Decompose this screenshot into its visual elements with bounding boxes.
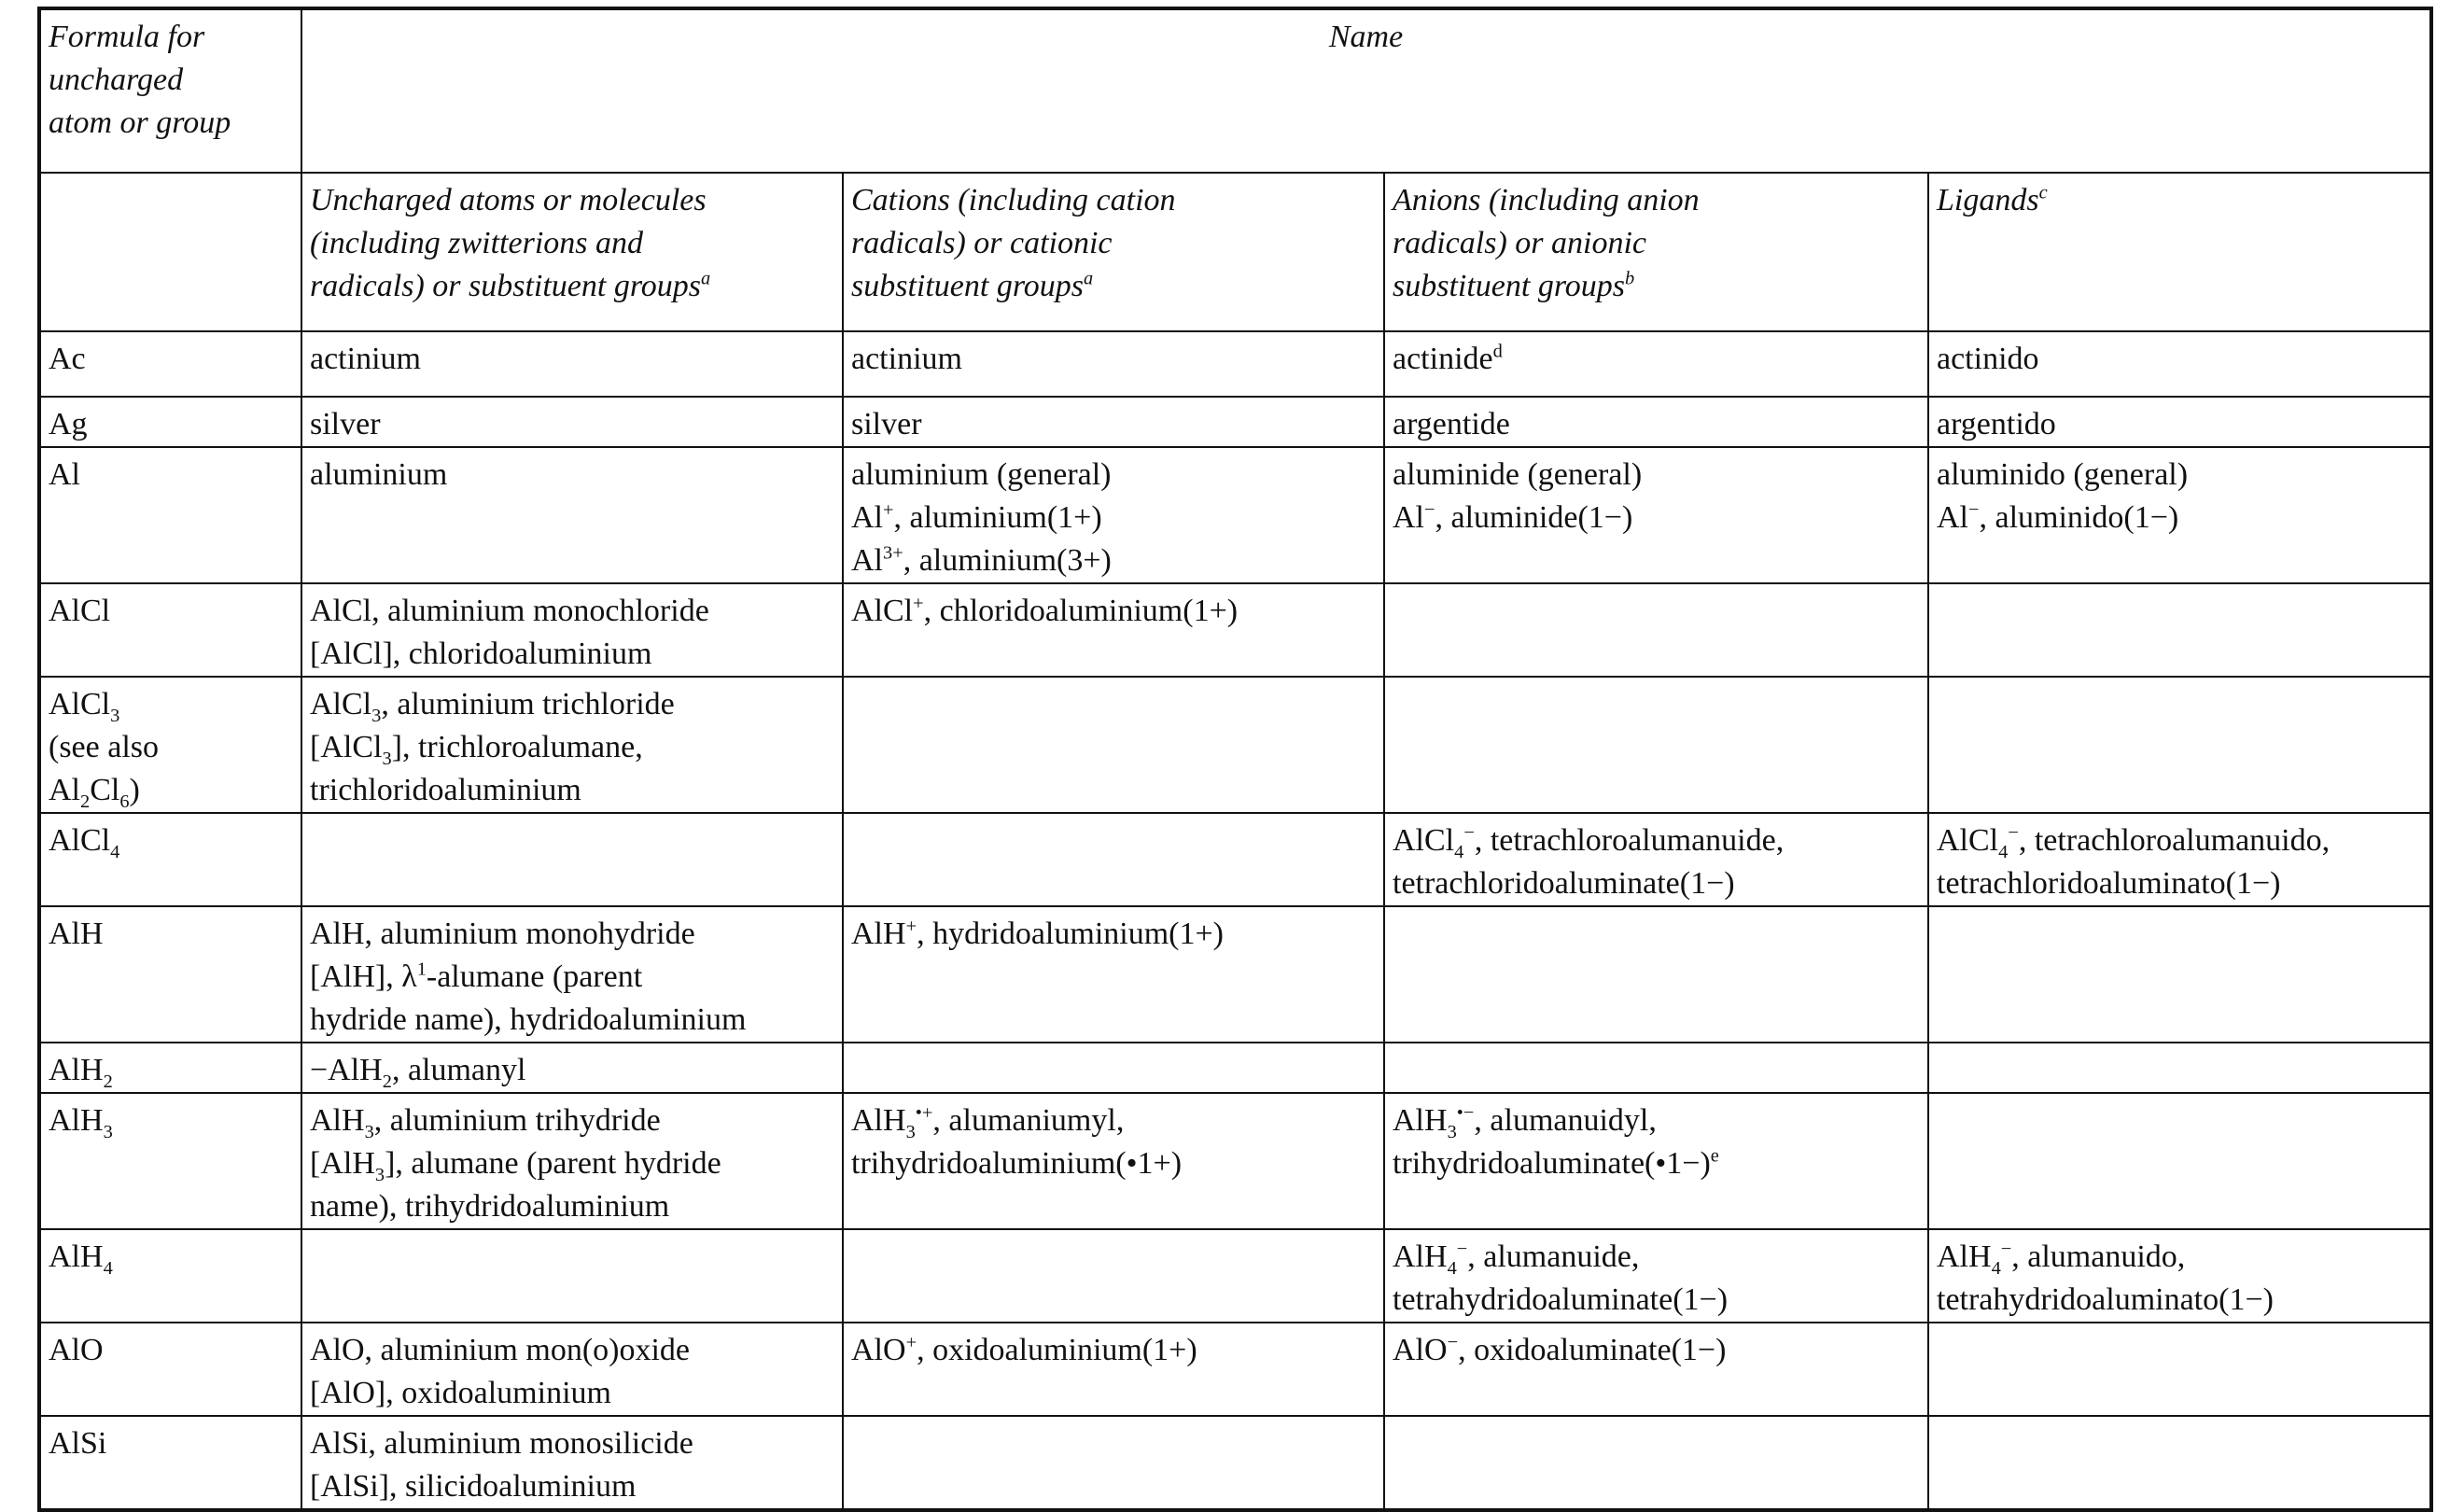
cell-line: hydride name), hydridoaluminium xyxy=(310,1002,747,1037)
uncharged-name-cell xyxy=(301,397,843,447)
cell-line: Uncharged atoms or molecules xyxy=(310,183,707,217)
superscript: 1 xyxy=(416,959,427,980)
cell-line: aluminide (general) xyxy=(1393,457,1643,492)
cell-line: aluminium xyxy=(310,457,448,492)
anion-name-cell xyxy=(1384,813,1928,906)
ligand-name-cell xyxy=(1928,583,2431,677)
formula-cell xyxy=(39,677,301,813)
cation-name-cell xyxy=(843,397,1384,447)
subscript: 3 xyxy=(382,748,392,769)
subscript: 3 xyxy=(1447,1121,1457,1142)
superscript: c xyxy=(2038,182,2048,203)
anion-name-cell xyxy=(1384,331,1928,397)
superscript: − xyxy=(1968,499,1980,521)
header-line: atom or group xyxy=(49,105,231,140)
table-row xyxy=(39,1323,2431,1416)
ligand-name-cell xyxy=(1928,1229,2431,1323)
cell-line: actinido xyxy=(1937,342,2039,376)
formula-cell xyxy=(39,906,301,1043)
cell-line: Anions (including anion xyxy=(1393,183,1700,217)
superscript: − xyxy=(2000,1239,2012,1260)
cell-line: tetrachloridoaluminato(1−) xyxy=(1937,866,2281,901)
anion-name-cell xyxy=(1384,677,1928,813)
superscript: b xyxy=(1625,268,1635,289)
cell-line: [AlCl], chloridoaluminium xyxy=(310,637,652,671)
name-column-header xyxy=(301,8,2431,173)
cell-line: AlCl, aluminium monochloride xyxy=(310,594,709,628)
subscript: 4 xyxy=(1447,1257,1457,1279)
uncharged-name-cell xyxy=(301,1323,843,1416)
superscript: d xyxy=(1492,341,1503,362)
uncharged-name-cell xyxy=(301,447,843,583)
cell-line: tetrahydridoaluminato(1−) xyxy=(1937,1282,2274,1317)
cell-line: Al−, aluminido(1−) xyxy=(1937,499,2179,535)
table-row xyxy=(39,1093,2431,1229)
subscript: 4 xyxy=(1454,841,1464,862)
superscript: •− xyxy=(1456,1102,1475,1124)
header-line: uncharged xyxy=(49,63,184,97)
cell-line: actinide$^d$ xyxy=(1393,341,1503,376)
cation-name-cell xyxy=(843,331,1384,397)
superscript: e xyxy=(1710,1145,1719,1167)
cell-line: [AlH], $\lambda^1$-alumane (parent xyxy=(310,959,643,994)
name-header-text: Name xyxy=(1328,20,1404,54)
table-row xyxy=(39,1043,2431,1093)
uncharged-column-header xyxy=(301,173,843,331)
cell-line: Ligands$^c$ xyxy=(1937,182,2048,217)
cell-line: trihydridoaluminium(•1+) xyxy=(851,1146,1183,1181)
header-row xyxy=(39,8,2431,173)
subscript: 4 xyxy=(103,1257,113,1279)
cation-name-cell xyxy=(843,677,1384,813)
uncharged-name-cell xyxy=(301,583,843,677)
subscript: 3 xyxy=(905,1121,916,1142)
formula-cell xyxy=(39,1229,301,1323)
anion-name-cell xyxy=(1384,1093,1928,1229)
cell-line: AlO+, oxidoaluminium(1+) xyxy=(851,1332,1197,1367)
formula-column-header xyxy=(39,8,301,173)
formula-cell xyxy=(39,1093,301,1229)
uncharged-name-cell xyxy=(301,813,843,906)
cell-line: AlCl$_4$−, tetrachloroalumanuide, xyxy=(1393,822,1785,862)
cell-line: aluminium (general) xyxy=(851,457,1112,492)
table-row xyxy=(39,813,2431,906)
table-body xyxy=(39,8,2431,1510)
cell-line: substituent groups$^a$ xyxy=(851,268,1094,303)
superscript: + xyxy=(905,1332,917,1353)
cell-line: Al xyxy=(49,457,80,492)
ligand-name-cell xyxy=(1928,397,2431,447)
cell-line: silver xyxy=(310,407,381,441)
cell-line: Ag xyxy=(49,407,88,441)
cell-line: AlH$_3$, aluminium trihydride xyxy=(310,1103,661,1142)
subheader-empty-cell xyxy=(39,173,301,331)
superscript: − xyxy=(1447,1332,1459,1353)
cations-column-header xyxy=(843,173,1384,331)
cell-line: AlCl$_3$ xyxy=(49,687,120,726)
ligand-name-cell xyxy=(1928,1093,2431,1229)
formula-cell xyxy=(39,1416,301,1510)
cell-line: actinium xyxy=(310,342,421,376)
superscript: − xyxy=(1456,1239,1468,1260)
cell-line: radicals) or substituent groups$^a$ xyxy=(310,268,711,303)
table-row xyxy=(39,331,2431,397)
uncharged-name-cell xyxy=(301,1043,843,1093)
superscript: − xyxy=(2008,822,2019,844)
ligand-name-cell xyxy=(1928,1323,2431,1416)
cell-line: argentide xyxy=(1393,407,1510,441)
table-row xyxy=(39,1229,2431,1323)
anion-name-cell xyxy=(1384,583,1928,677)
ligand-name-cell xyxy=(1928,906,2431,1043)
subscript: 3 xyxy=(371,705,382,726)
cell-line: substituent groups$^b$ xyxy=(1393,268,1635,303)
formula-cell xyxy=(39,1043,301,1093)
ligand-name-cell xyxy=(1928,813,2431,906)
superscript: + xyxy=(883,499,894,521)
formula-cell xyxy=(39,397,301,447)
cell-line: AlH$_4$−, alumanuide, xyxy=(1393,1239,1640,1279)
table-row xyxy=(39,583,2431,677)
subscript: 3 xyxy=(364,1121,374,1142)
uncharged-name-cell xyxy=(301,331,843,397)
anion-name-cell xyxy=(1384,1229,1928,1323)
subscript: 4 xyxy=(1991,1257,2001,1279)
cell-line: AlH, aluminium monohydride xyxy=(310,917,695,951)
cell-line: [AlCl$_3$], trichloroalumane, xyxy=(310,730,643,769)
cell-line: AlCl xyxy=(49,594,111,628)
cell-line: Al−, aluminide(1−) xyxy=(1393,499,1633,535)
cell-line: AlCl$_4$−, tetrachloroalumanuido, xyxy=(1937,822,2331,862)
anion-name-cell xyxy=(1384,1043,1928,1093)
cell-line: Al+, aluminium(1+) xyxy=(851,499,1102,535)
subscript: 3 xyxy=(103,1121,113,1142)
cation-name-cell xyxy=(843,583,1384,677)
cation-name-cell xyxy=(843,1229,1384,1323)
cell-line: [AlSi], silicidoaluminium xyxy=(310,1469,637,1504)
superscript: 3+ xyxy=(883,542,903,564)
header-line: Formula for xyxy=(49,20,205,54)
cell-line: AlO−, oxidoaluminate(1−) xyxy=(1393,1332,1727,1367)
superscript: − xyxy=(1463,822,1475,844)
anions-column-header xyxy=(1384,173,1928,331)
subscript: 4 xyxy=(110,841,120,862)
superscript: •+ xyxy=(915,1102,933,1124)
cell-line: AlO, aluminium mon(o)oxide xyxy=(310,1333,691,1367)
cell-line: tetrachloridoaluminate(1−) xyxy=(1393,866,1735,901)
table-row xyxy=(39,677,2431,813)
subscript: 4 xyxy=(1998,841,2009,862)
cell-line: −AlH$_2$, alumanyl xyxy=(310,1053,526,1092)
cell-line: trihydridoaluminate(•1−)$^e$ xyxy=(1393,1145,1719,1181)
cell-line: argentido xyxy=(1937,407,2056,441)
table-row xyxy=(39,1416,2431,1510)
cation-name-cell xyxy=(843,1416,1384,1510)
ligand-name-cell xyxy=(1928,1416,2431,1510)
anion-name-cell xyxy=(1384,447,1928,583)
cation-name-cell xyxy=(843,447,1384,583)
superscript: + xyxy=(905,916,917,937)
uncharged-name-cell xyxy=(301,1416,843,1510)
cell-line: AlH$_3$•+, alumaniumyl, xyxy=(851,1102,1125,1142)
subscript: 2 xyxy=(103,1071,113,1092)
anion-name-cell xyxy=(1384,1416,1928,1510)
superscript: a xyxy=(1084,268,1094,289)
cation-name-cell xyxy=(843,813,1384,906)
cation-name-cell xyxy=(843,1093,1384,1229)
subscript: 6 xyxy=(119,791,130,812)
ligands-column-header xyxy=(1928,173,2431,331)
cell-line: name), trihydridoaluminium xyxy=(310,1189,670,1224)
uncharged-name-cell xyxy=(301,906,843,1043)
cation-name-cell xyxy=(843,1043,1384,1093)
cell-line: (including zwitterions and xyxy=(310,226,643,260)
superscript: + xyxy=(913,593,924,614)
cation-name-cell xyxy=(843,1323,1384,1416)
uncharged-name-cell xyxy=(301,1093,843,1229)
subheader-row xyxy=(39,173,2431,331)
cell-line: AlH$_4$ xyxy=(49,1239,113,1279)
cell-line: aluminido (general) xyxy=(1937,457,2189,492)
cell-line: AlH$_3$ xyxy=(49,1103,113,1142)
cell-line: AlH$_4$−, alumanuido, xyxy=(1937,1239,2186,1279)
cell-line: AlCl$_3$, aluminium trichloride xyxy=(310,687,675,726)
cell-line: $Al_2Cl_6$) xyxy=(49,773,140,812)
cation-name-cell xyxy=(843,906,1384,1043)
cell-line: radicals) or cationic xyxy=(851,226,1113,260)
formula-cell xyxy=(39,447,301,583)
ligand-name-cell xyxy=(1928,331,2431,397)
cell-line: (see also xyxy=(49,730,160,764)
cell-line: AlSi xyxy=(49,1426,107,1461)
formula-cell xyxy=(39,331,301,397)
anion-name-cell xyxy=(1384,1323,1928,1416)
superscript: − xyxy=(1424,499,1435,521)
table-row xyxy=(39,447,2431,583)
formula-cell xyxy=(39,583,301,677)
cell-line: $Al^{3+}$, aluminium(3+) xyxy=(851,542,1112,578)
uncharged-name-cell xyxy=(301,1229,843,1323)
cell-line: AlH$_3$•−, alumanuidyl, xyxy=(1393,1102,1657,1142)
cell-line: tetrahydridoaluminate(1−) xyxy=(1393,1282,1729,1317)
formula-cell xyxy=(39,1323,301,1416)
cell-line: AlH+, hydridoaluminium(1+) xyxy=(851,916,1224,951)
cell-line: Ac xyxy=(49,342,86,376)
cell-line: radicals) or anionic xyxy=(1393,226,1646,260)
subscript: 2 xyxy=(80,791,91,812)
subscript: 3 xyxy=(374,1164,385,1185)
table-row xyxy=(39,906,2431,1043)
cell-line: [AlO], oxidoaluminium xyxy=(310,1376,611,1410)
cell-line: AlSi, aluminium monosilicide xyxy=(310,1426,693,1461)
anion-name-cell xyxy=(1384,397,1928,447)
cell-line: AlO xyxy=(49,1333,104,1367)
cell-line: AlCl$_4$ xyxy=(49,823,120,862)
ligand-name-cell xyxy=(1928,1043,2431,1093)
table-row xyxy=(39,397,2431,447)
ligand-name-cell xyxy=(1928,447,2431,583)
formula-cell xyxy=(39,813,301,906)
ligand-name-cell xyxy=(1928,677,2431,813)
uncharged-name-cell xyxy=(301,677,843,813)
cell-line: silver xyxy=(851,407,922,441)
cell-line: [AlH$_3$], alumane (parent hydride xyxy=(310,1146,721,1185)
cell-line: AlH xyxy=(49,917,104,951)
cell-line: AlH$_2$ xyxy=(49,1053,113,1092)
subscript: 3 xyxy=(110,705,120,726)
cell-line: Cations (including cation xyxy=(851,183,1176,217)
cell-line: AlCl+, chloridoaluminium(1+) xyxy=(851,593,1239,628)
superscript: a xyxy=(701,268,711,289)
cell-line: actinium xyxy=(851,342,962,376)
cell-line: trichloridoaluminium xyxy=(310,773,581,807)
nomenclature-table xyxy=(37,7,2433,1512)
anion-name-cell xyxy=(1384,906,1928,1043)
subscript: 2 xyxy=(382,1071,392,1092)
